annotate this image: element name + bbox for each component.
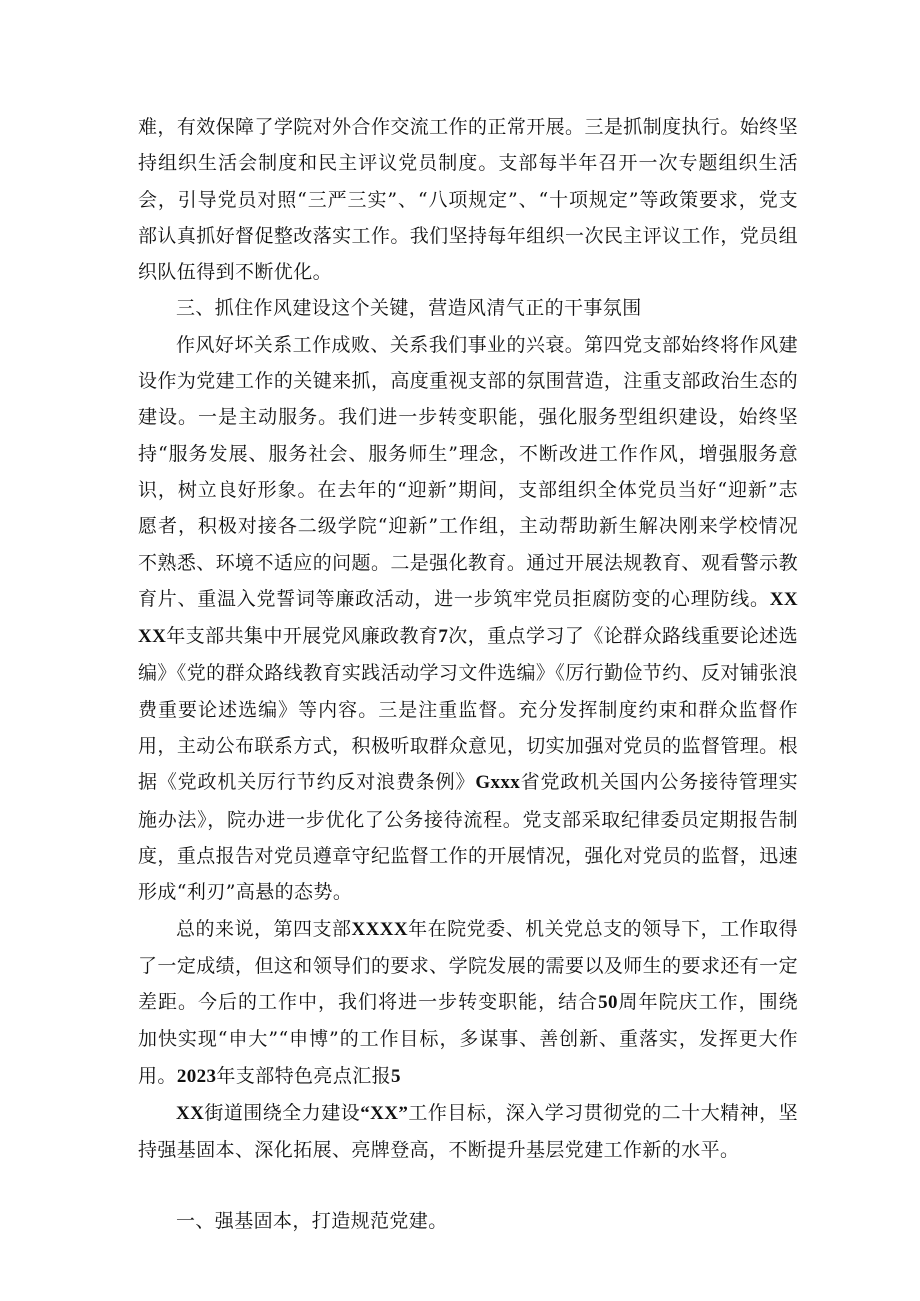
section-heading-three: 三、抓住作风建设这个关键，营造风清气正的干事氛围	[176, 297, 642, 320]
bold-code: “XX”	[360, 1103, 409, 1125]
document-page	[138, 109, 798, 1239]
text-segment: 年支部共集中开展党风廉政教育	[166, 625, 439, 648]
section-heading-one: 一、强基固本，打造规范党建。	[176, 1209, 448, 1232]
bold-code: Gxxx	[475, 772, 521, 794]
paragraph-work-style	[138, 327, 798, 911]
text-segment: 总的来说，第四支部	[176, 917, 352, 940]
bold-year: XXXX	[138, 588, 798, 648]
bold-year: XXXX	[351, 918, 408, 940]
bold-number: 50	[598, 992, 618, 1014]
paragraph-street-goal	[138, 1095, 798, 1169]
text-segment: 省党政机关国内公务接待管理实施办法》，院办进一步优化了公务接待流程。党支部采取纪律委员定期报告制度，重点报告对党员遵章守纪监督工作的开展情况，强化对党员的监督，迅速形成“利刃”高悬的态势。	[138, 771, 798, 904]
text-segment: 工作目标，深入学习贯彻党的二十大精神，坚持强基固本、深化拓展、亮牌登高，不断提升基层党建工作新的水平。	[138, 1102, 798, 1162]
text-segment: 年在院党委、机关党总支的领导下，工作取得了一定成绩，但这和领导们的要求、学院发展的需要以及师生的要求还有一定差距。今后的工作中，我们将进一步转变职能，结合	[138, 917, 798, 1014]
bold-count: 7	[438, 626, 449, 648]
text-segment: 次，重点学习了《论群众路线重要论述选编》《党的群众路线教育实践活动学习文件选编》《厉行勤俭节约、反对铺张浪费重要论述选编》等内容。三是注重监督。充分发挥制度约束和群众监督作用，主动公布联系方式，积极听取群众意见，切实加强对党员的监督管理。根据《党政机关厉行节约反对浪费条例》	[138, 625, 799, 794]
bold-code: XX	[176, 1103, 205, 1125]
text-segment: 作风好坏关系工作成败、关系我们事业的兴衰。第四党支部始终将作风建设作为党建工作的关键来抓，高度重视支部的氛围营造，注重支部政治生态的建设。一是主动服务。我们进一步转变职能，强化服务型组织建设，始终坚持“服务发展、服务社会、服务师生”理念，不断改进工作作风，增强服务意识，树立良好形象。在去年的“迎新”期间，支部组织全体党员当好“迎新”志愿者，积极对接各二级学院“迎新”工作组，主动帮助新生解决刚来学校情况不熟悉、环境不适应的问题。二是强化教育。通过开展法规教育、观看警示教育片、重温入党誓词等廉政活动，进一步筑牢党员拒腐防变的心理防线。	[138, 333, 798, 610]
text-segment: 年支部特色亮点汇报	[216, 1064, 392, 1087]
bold-year: 2023	[176, 1065, 217, 1087]
paragraph-rules-execution: 难，有效保障了学院对外合作交流工作的正常开展。三是抓制度执行。始终坚持组织生活会制度和民主评议党员制度。支部每半年召开一次专题组织生活会，引导党员对照“三严三实”、“八项规定”、“十项规定”等政策要求，党支部认真抓好督促整改落实工作。我们坚持每年组织一次民主评议工作，党员组织队伍得到不断优化。	[138, 116, 798, 284]
spacer	[138, 1169, 798, 1203]
bold-number: 5	[391, 1065, 401, 1087]
text-segment: 周年院庆工作，围绕加快实现“申大”“申博”的工作目标，多谋事、善创新、重落实，发挥更大作用。	[138, 991, 799, 1087]
paragraph-summary	[138, 911, 798, 1095]
text-segment: 街道围绕全力建设	[204, 1102, 361, 1125]
